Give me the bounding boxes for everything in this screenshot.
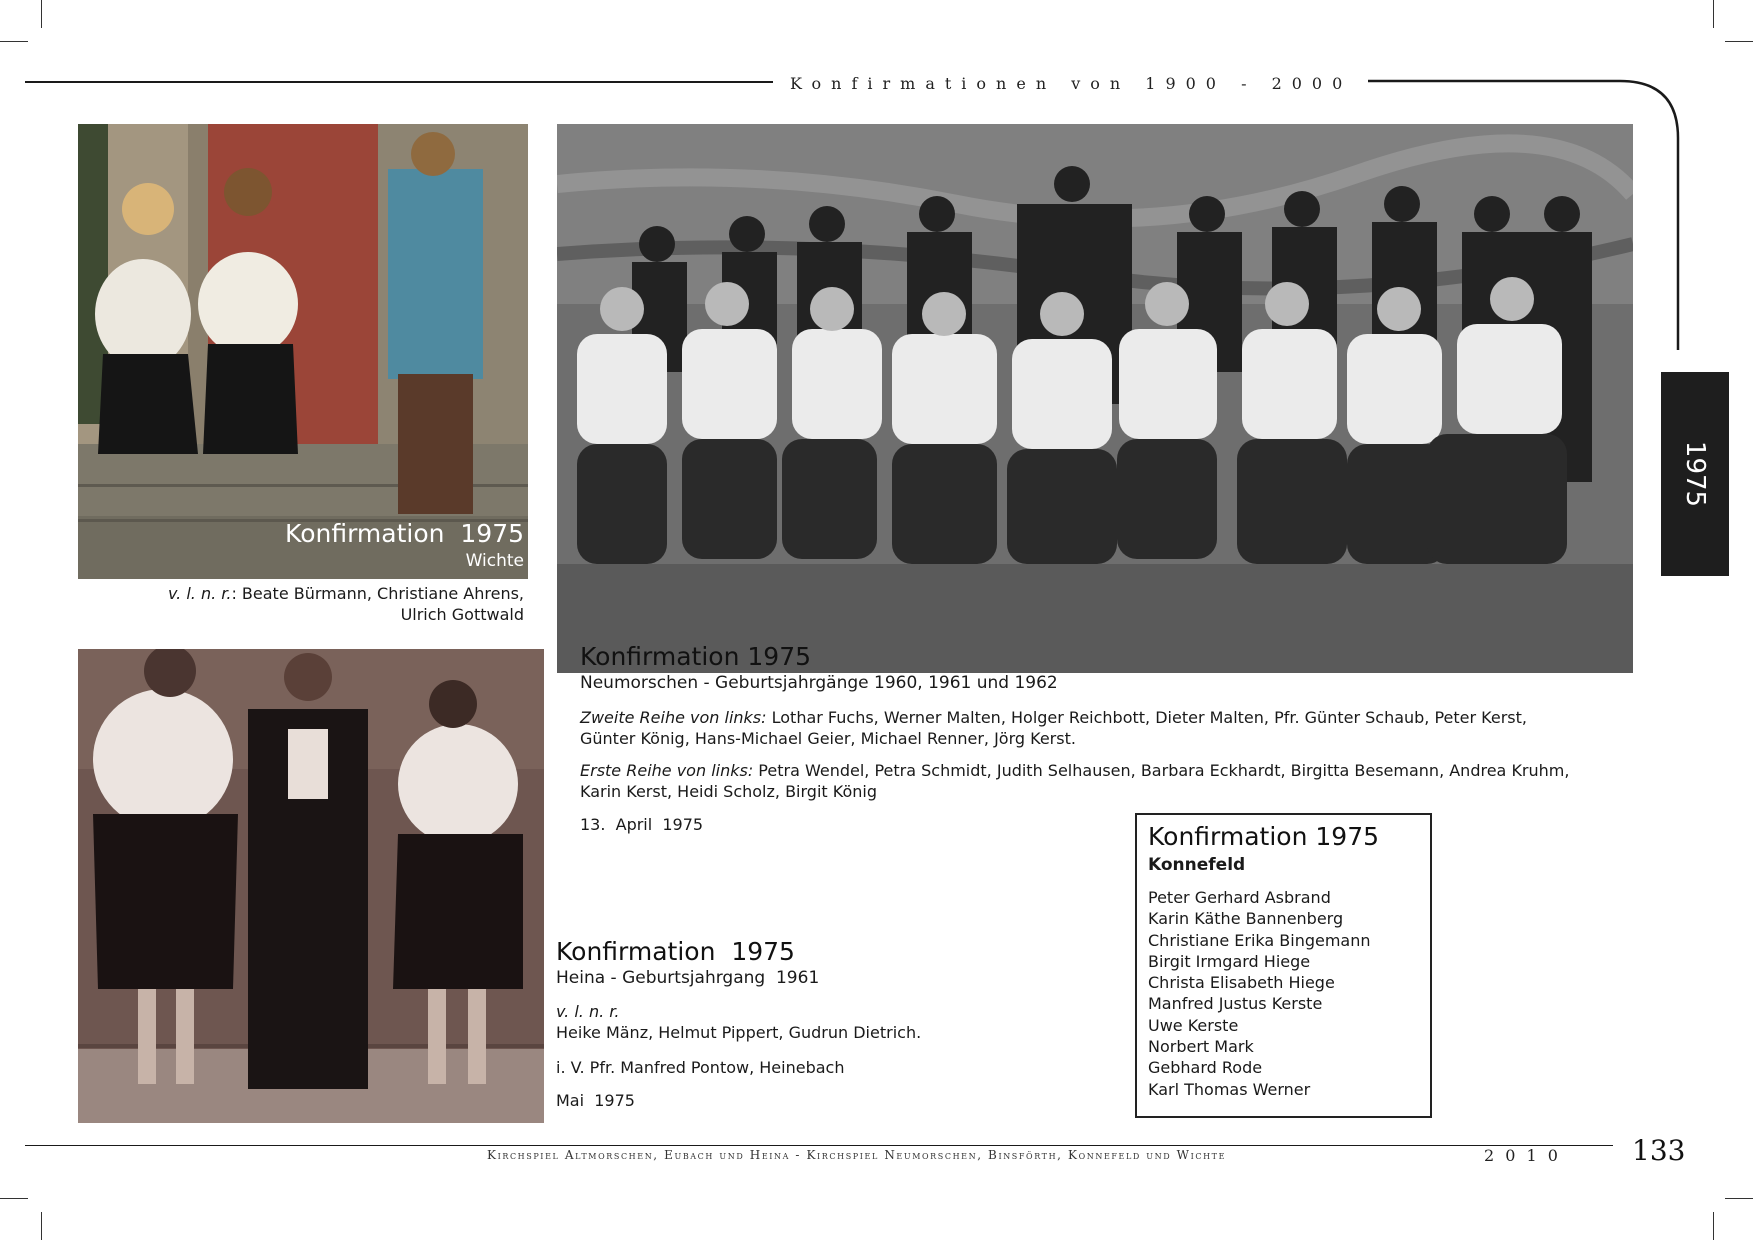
- heina-title: Konfirmation 1975: [556, 937, 795, 966]
- neumorschen-date: 13. April 1975: [580, 815, 704, 834]
- crop-mark: [41, 1212, 42, 1240]
- crop-mark: [0, 1198, 28, 1199]
- list-item: Norbert Mark: [1148, 1037, 1254, 1057]
- caption-line2: Ulrich Gottwald: [400, 605, 524, 624]
- crop-mark: [1725, 41, 1753, 42]
- list-item: Karin Käthe Bannenberg: [1148, 909, 1344, 929]
- year-tab-label: 1975: [1680, 440, 1710, 508]
- photo-wichte-title: Konfirmation 1975: [285, 519, 524, 548]
- crop-mark: [1713, 0, 1714, 28]
- neumorschen-subtitle: Neumorschen - Geburtsjahrgänge 1960, 1961 und 1962: [580, 673, 1058, 693]
- photo-wichte-subtitle: Wichte: [465, 551, 524, 571]
- row2-line1: Lothar Fuchs, Werner Malten, Holger Reichbott, Dieter Malten, Pfr. Günter Schaub, Peter Kerst,: [766, 708, 1527, 727]
- caption-line1: : Beate Bürmann, Christiane Ahrens,: [231, 584, 524, 603]
- heina-pastor: i. V. Pfr. Manfred Pontow, Heinebach: [556, 1058, 845, 1077]
- crop-mark: [0, 41, 28, 42]
- list-item: Gebhard Rode: [1148, 1058, 1263, 1078]
- konnefeld-title: Konfirmation 1975: [1148, 822, 1380, 851]
- heina-names: Heike Mänz, Helmut Pippert, Gudrun Dietrich.: [556, 1023, 922, 1042]
- header-title: Konfirmationen von 1900 - 2000: [790, 74, 1353, 93]
- crop-mark: [1725, 1198, 1753, 1199]
- list-item: Uwe Kerste: [1148, 1015, 1239, 1035]
- photo-wichte-caption: [150, 583, 524, 625]
- list-item: Christa Elisabeth Hiege: [1148, 973, 1335, 993]
- caption-prefix: v. l. n. r.: [167, 584, 232, 603]
- heina-label: v. l. n. r.: [556, 1002, 620, 1021]
- crop-mark: [1713, 1212, 1714, 1240]
- row1-line2: Karin Kerst, Heidi Scholz, Birgit König: [580, 782, 877, 801]
- row1-label: Erste Reihe von links:: [580, 761, 754, 780]
- row1-line1: Petra Wendel, Petra Schmidt, Judith Selhausen, Barbara Eckhardt, Birgitta Besemann, Andrea Kruhm,: [753, 761, 1570, 780]
- photo-neumorschen: [557, 124, 1633, 673]
- footer-rule: [25, 1145, 1613, 1146]
- footer-text: Kirchspiel Altmorschen, Eubach und Heina - Kirchspiel Neumorschen, Binsförth, Konnefeld und Wichte: [487, 1148, 1227, 1162]
- footer-year: 2 0 1 0: [1484, 1146, 1561, 1165]
- neumorschen-row1: [580, 760, 1630, 802]
- konnefeld-names: [1148, 887, 1371, 1100]
- heina-subtitle: Heina - Geburtsjahrgang 1961: [556, 968, 820, 988]
- konnefeld-subtitle: Konnefeld: [1148, 855, 1246, 875]
- konnefeld-box: [1135, 813, 1432, 1118]
- row2-label: Zweite Reihe von links:: [580, 708, 767, 727]
- list-item: Christiane Erika Bingemann: [1148, 930, 1371, 950]
- list-item: Manfred Justus Kerste: [1148, 994, 1323, 1014]
- crop-mark: [41, 0, 42, 28]
- header-rule-left: [25, 81, 773, 83]
- row2-line2: Günter König, Hans-Michael Geier, Michael Renner, Jörg Kerst.: [580, 729, 1076, 748]
- photo-heina: [78, 649, 544, 1123]
- page-number: 133: [1632, 1134, 1686, 1167]
- neumorschen-row2: [580, 707, 1630, 749]
- list-item: Birgit Irmgard Hiege: [1148, 951, 1311, 971]
- year-tab: [1661, 372, 1729, 576]
- list-item: Karl Thomas Werner: [1148, 1079, 1311, 1099]
- heina-date: Mai 1975: [556, 1091, 635, 1110]
- neumorschen-title: Konfirmation 1975: [580, 642, 812, 671]
- list-item: Peter Gerhard Asbrand: [1148, 888, 1331, 907]
- photo-wichte: [78, 124, 528, 579]
